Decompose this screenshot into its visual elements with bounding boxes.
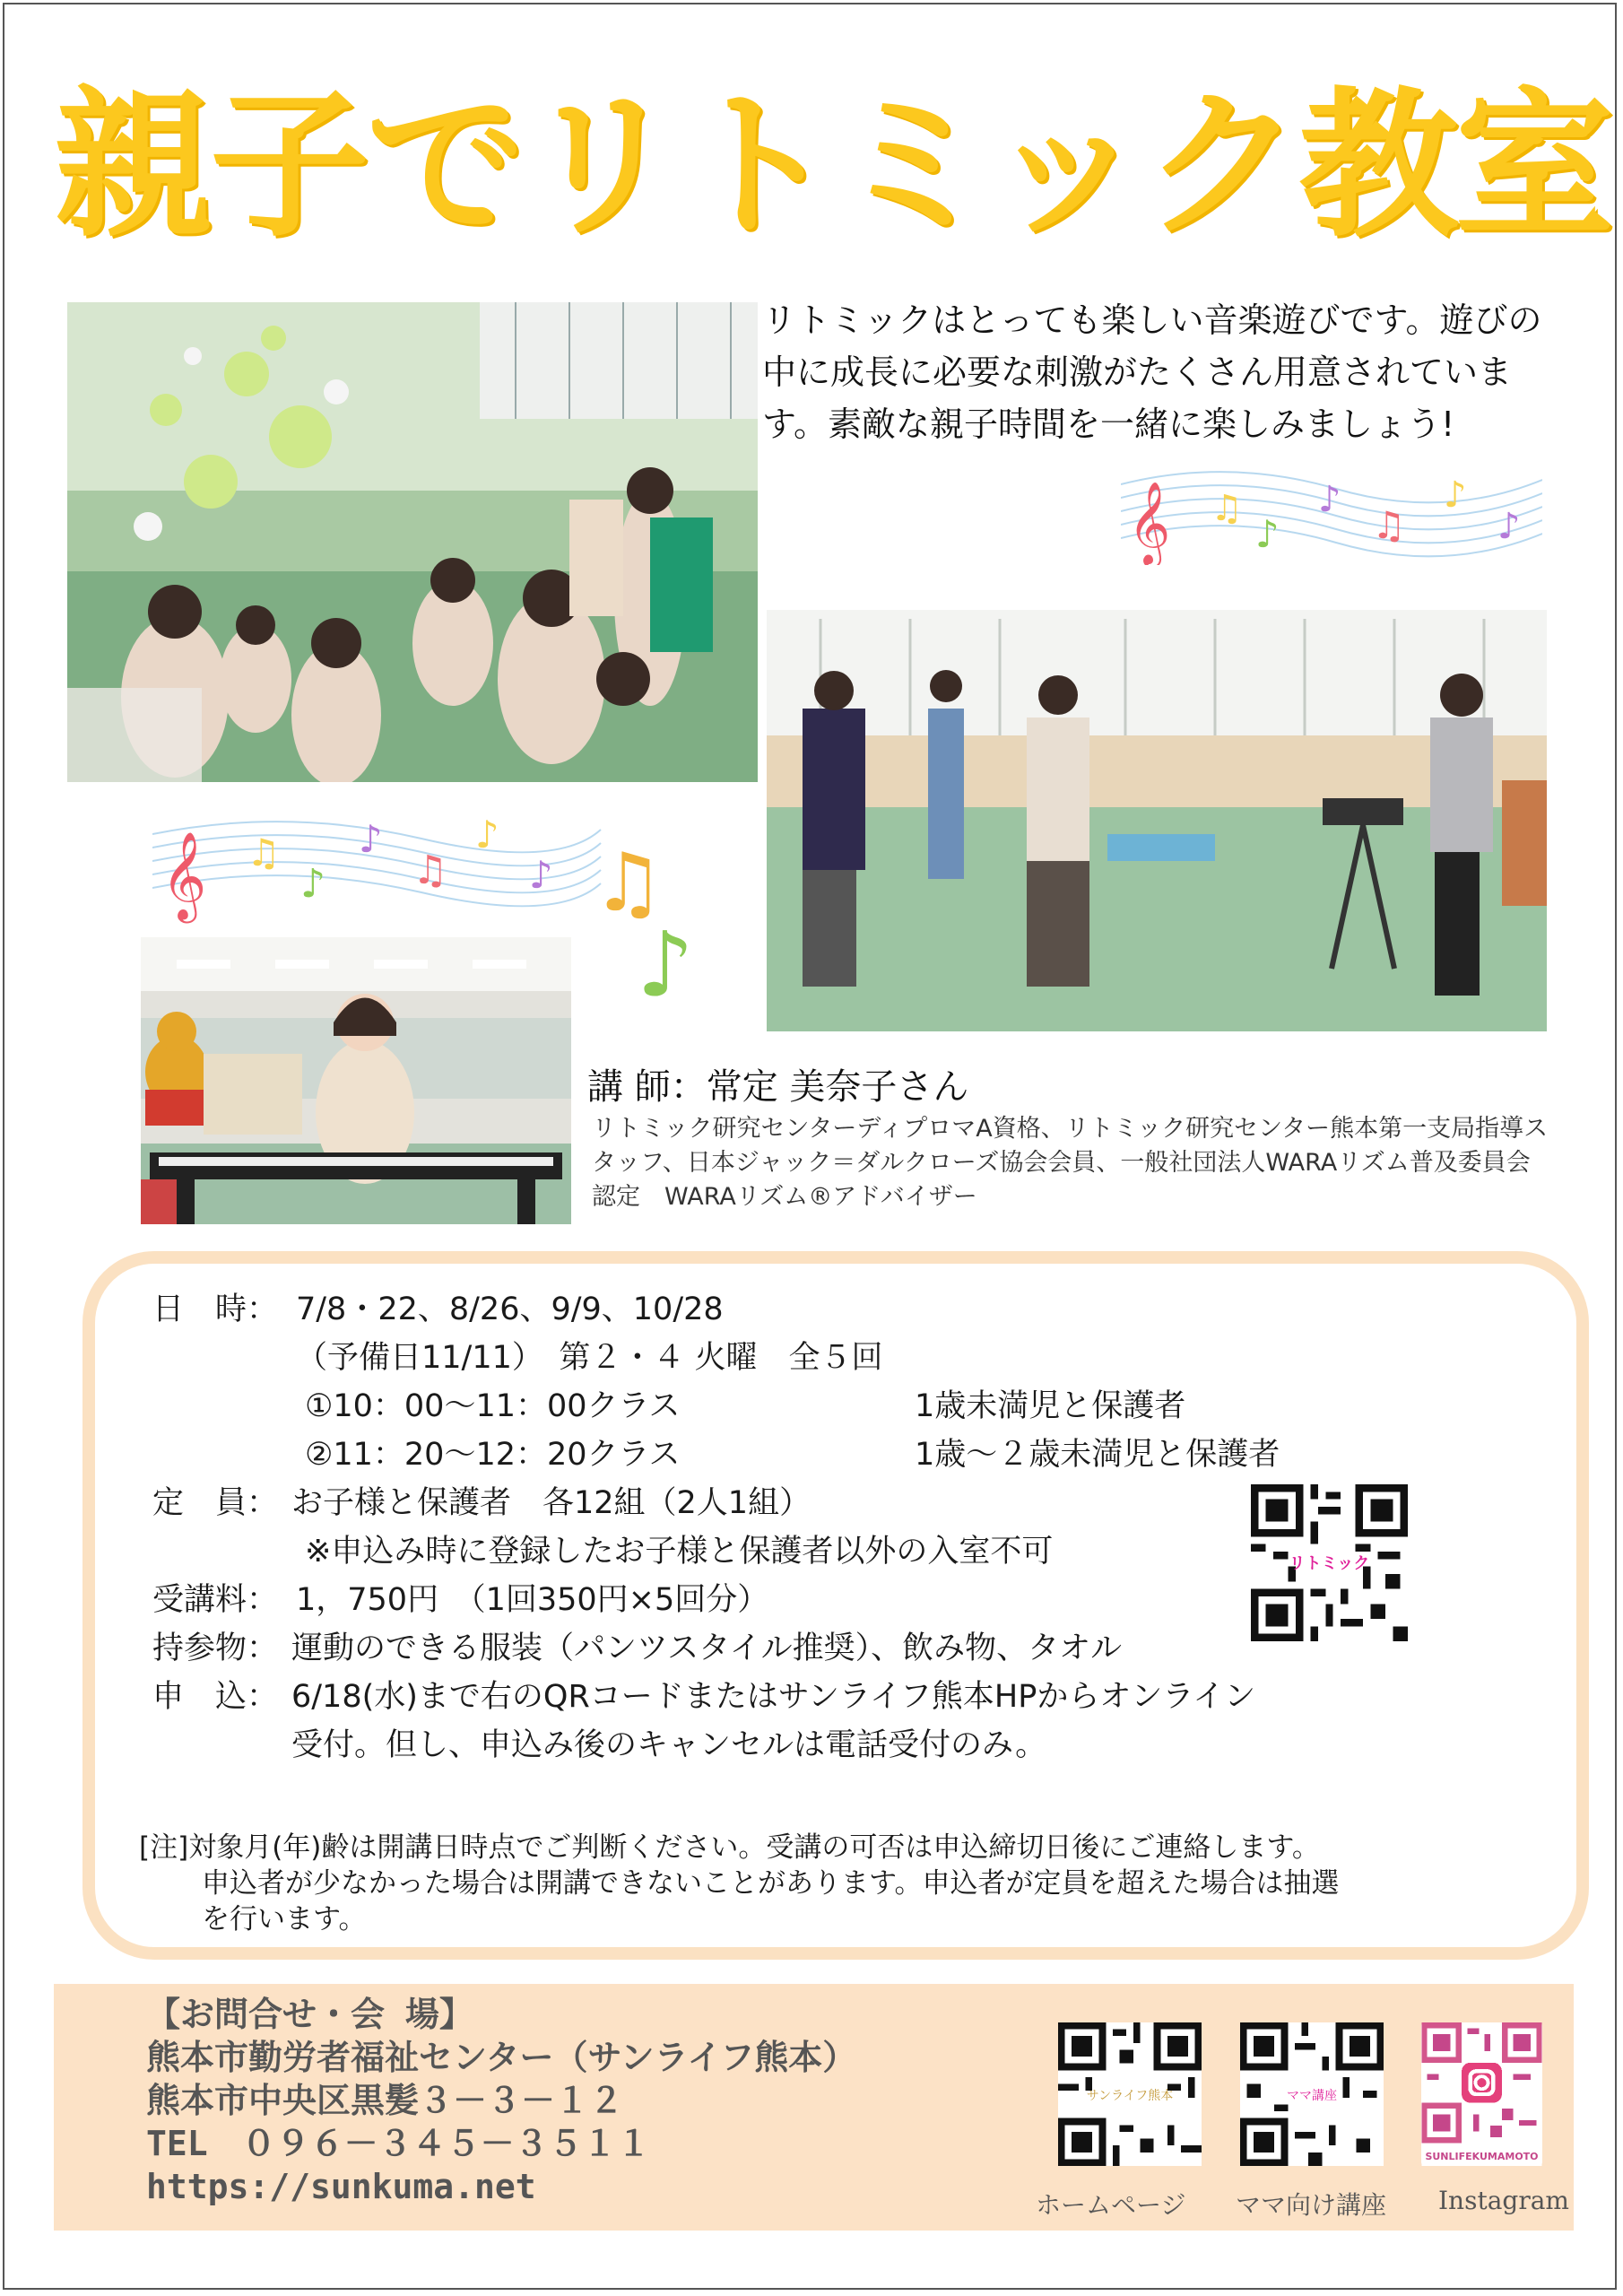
contact-heading: 【お問合せ・会 場】 <box>146 1995 473 2034</box>
svg-text:♫: ♫ <box>247 831 281 874</box>
svg-text:𝄞: 𝄞 <box>161 831 207 920</box>
svg-text:♫: ♫ <box>1211 488 1243 529</box>
svg-text:♫: ♫ <box>412 848 448 893</box>
contact-address: 熊本市中央区黒髪３－３－１２ <box>146 2081 624 2120</box>
class2-time: ②11：20～12：20クラス <box>305 1437 681 1473</box>
class2-target: 1歳～２歳未満児と保護者 <box>915 1437 1280 1473</box>
instructor-heading: 講 師：常定 美奈子さん <box>587 1066 969 1108</box>
music-notes-top <box>1121 457 1542 565</box>
contact-tel: TEL ０９６－３４５－３５１１ <box>146 2124 651 2163</box>
qr-homepage-label: ホームページ <box>1036 2190 1186 2220</box>
qr-code-mama[interactable] <box>1240 2022 1384 2166</box>
page-title: 親子でリトミック教室 <box>54 73 1611 258</box>
svg-text:♪: ♪ <box>300 861 326 907</box>
apply-line1: 6/18(水)まで右のQRコードまたはサンライフ熊本HPからオンライン <box>291 1679 1256 1715</box>
svg-text:♪: ♪ <box>529 853 553 897</box>
photo-streamers <box>67 302 758 782</box>
notice <box>139 1830 1538 1937</box>
svg-text:♫: ♫ <box>1372 503 1406 547</box>
qr-code-instagram[interactable] <box>1421 2022 1542 2166</box>
qr-mama-label: ママ向け講座 <box>1236 2190 1387 2220</box>
class1-target: 1歳未満児と保護者 <box>915 1388 1186 1424</box>
qr-instagram-inner: SUNLIFEKUMAMOTO <box>1425 2151 1539 2162</box>
date-label: 日 時： <box>152 1292 279 1327</box>
apply-label: 申 込： <box>152 1679 279 1715</box>
svg-text:♪: ♪ <box>637 912 694 1004</box>
qr-instagram-label: Instagram <box>1438 2186 1569 2215</box>
bring-label: 持参物： <box>152 1631 279 1666</box>
instructor-bio: リトミック研究センターディプロマA資格、リトミック研究センター熊本第一支局指導スタッフ、日本ジャック＝ダルクローズ協会会員、一般社団法人WARAリズム普及委員会認定 WARAリズム®アドバイザー <box>592 1115 1549 1211</box>
svg-text:𝄞: 𝄞 <box>1128 481 1171 564</box>
qr-mama-inner: ママ講座 <box>1287 2089 1337 2103</box>
photo-instructor <box>141 937 571 1224</box>
contact-name: 熊本市勤労者福祉センター（サンライフ熊本） <box>146 2038 857 2077</box>
svg-text:♪: ♪ <box>1255 512 1280 556</box>
notice-line3: を行います。 <box>202 1903 367 1935</box>
intro-text: リトミックはとっても楽しい音楽遊びです。遊びの中に成長に必要な刺激がたくさん用意されています。素敵な親子時間を一緒に楽しみましょう! <box>762 300 1542 444</box>
svg-text:♪: ♪ <box>1497 506 1521 547</box>
svg-text:♪: ♪ <box>475 813 499 857</box>
qr-code-rhythmic[interactable] <box>1251 1484 1408 1641</box>
svg-text:♫: ♫ <box>592 836 664 930</box>
svg-text:♪: ♪ <box>1444 474 1467 516</box>
qr-rhythmic-label: リトミック <box>1289 1554 1370 1573</box>
notice-line1: [注]対象月(年)齢は開講日時点でご判断ください。受講の可否は申込締切日後にご連絡します。 <box>139 1831 1320 1864</box>
photo-mothers-keyboard <box>767 610 1547 1031</box>
bring-value: 運動のできる服装（パンツスタイル推奨）、飲み物、タオル <box>291 1631 1123 1666</box>
svg-text:♪: ♪ <box>1318 479 1341 520</box>
date-line1: 7/8・22、8/26、9/9、10/28 <box>296 1292 724 1327</box>
capacity-value: お子様と保護者 各12組（2人1組） <box>291 1485 812 1521</box>
svg-text:♪: ♪ <box>359 817 383 861</box>
apply-line2: 受付。但し、申込み後のキャンセルは電話受付のみ。 <box>291 1727 1047 1763</box>
contact-info <box>146 1993 856 2208</box>
notice-line2: 申込者が少なかった場合は開講できないことがあります。申込者が定員を超えた場合は抽選 <box>202 1867 1340 1900</box>
qr-homepage-inner: サンライフ熊本 <box>1086 2089 1174 2103</box>
capacity-note: ※申込み時に登録したお子様と保護者以外の入室不可 <box>305 1534 1054 1570</box>
fee-value: 1，750円 （1回350円×5回分） <box>296 1582 769 1618</box>
date-line2: （予備日11/11） 第２・４ 火曜 全５回 <box>296 1340 883 1376</box>
fee-label: 受講料： <box>152 1582 279 1618</box>
capacity-label: 定 員： <box>152 1485 279 1521</box>
contact-url[interactable]: https://sunkuma.net <box>146 2167 536 2206</box>
class1-time: ①10：00～11：00クラス <box>305 1388 681 1424</box>
qr-code-homepage[interactable] <box>1058 2022 1202 2166</box>
